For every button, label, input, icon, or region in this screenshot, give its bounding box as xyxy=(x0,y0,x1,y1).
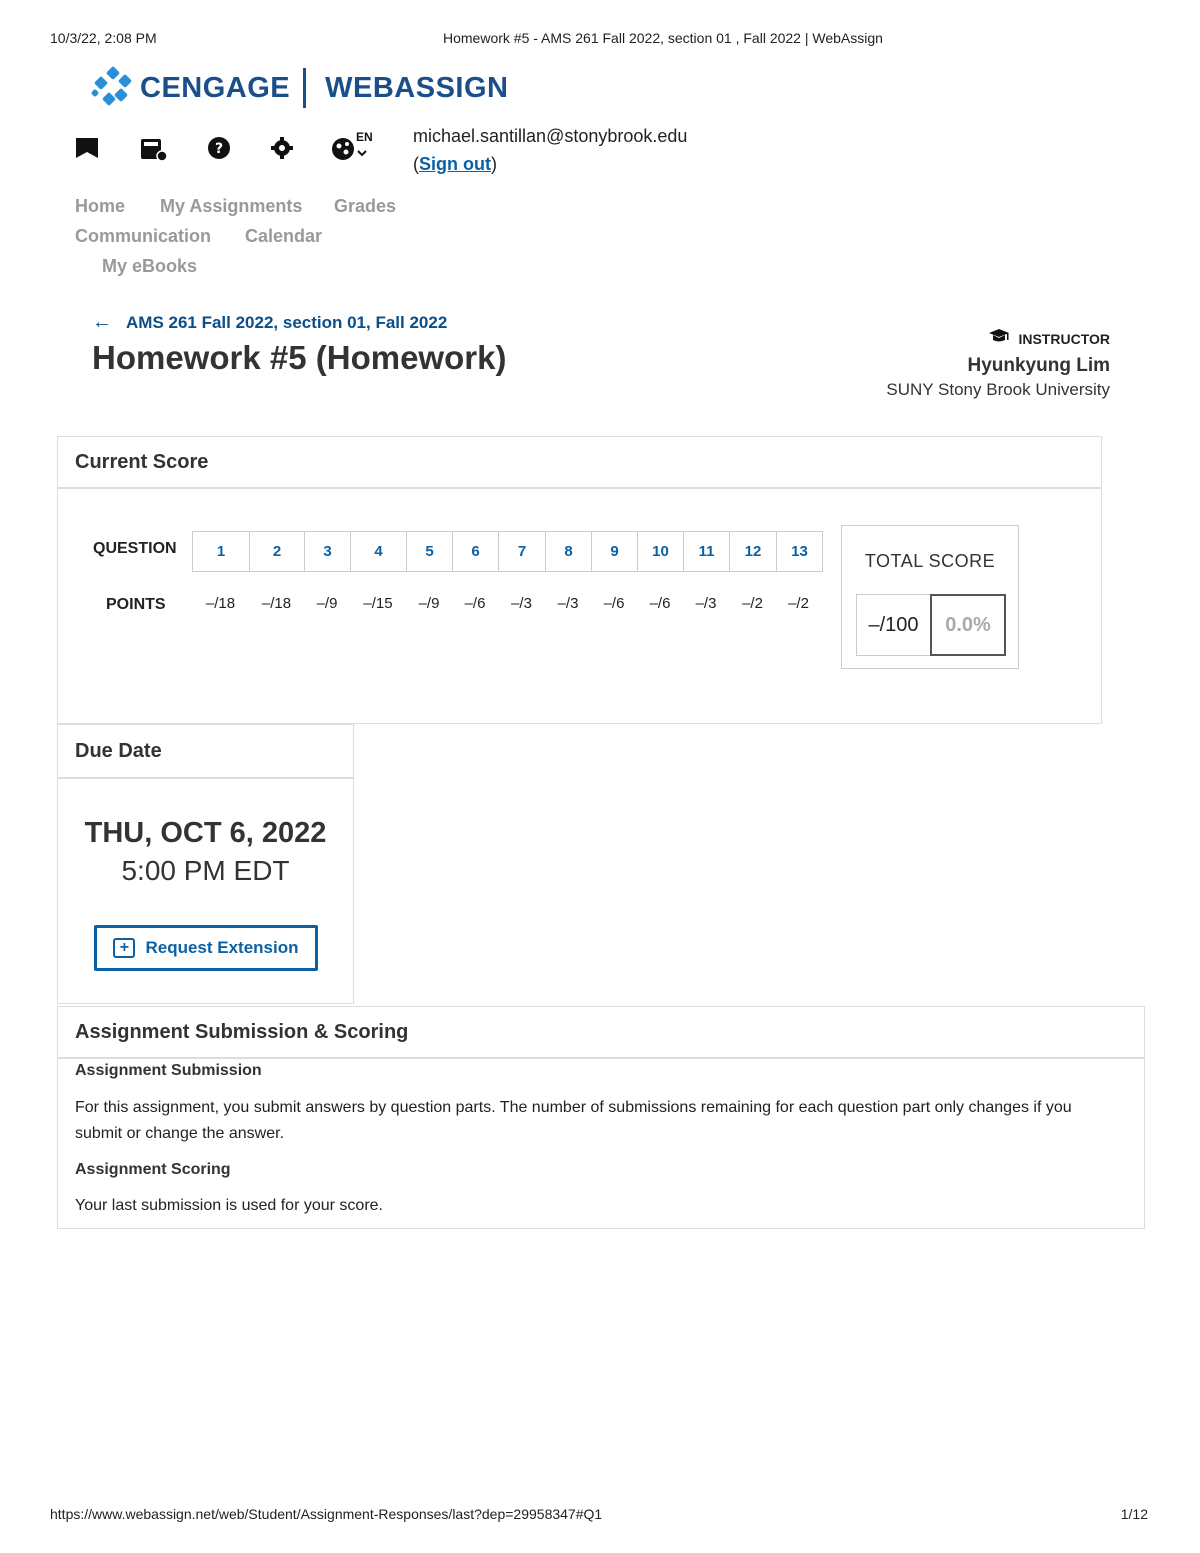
instructor-label: INSTRUCTOR xyxy=(1018,330,1110,347)
question-link[interactable]: 4 xyxy=(351,532,407,571)
question-link[interactable]: 11 xyxy=(684,532,730,571)
nav-my-ebooks[interactable]: My eBooks xyxy=(102,256,198,276)
question-points: –/18 xyxy=(205,595,236,612)
question-navigator xyxy=(192,531,823,572)
question-link[interactable]: 10 xyxy=(638,532,684,571)
course-name: AMS 261 Fall 2022, section 01, Fall 2022 xyxy=(126,312,448,332)
due-date-panel xyxy=(57,724,354,1004)
user-email: michael.santillan@stonybrook.edu xyxy=(413,126,688,146)
page-title: Homework #5 (Homework) xyxy=(92,339,507,376)
question-points: –/2 xyxy=(742,595,763,612)
question-points: –/6 xyxy=(603,595,625,612)
total-score-box xyxy=(841,525,1019,669)
due-date-value: THU, OCT 6, 2022 xyxy=(84,817,327,849)
help-icon[interactable] xyxy=(206,136,232,162)
calculator-icon[interactable] xyxy=(140,136,166,162)
submission-scoring-panel xyxy=(57,1006,1145,1229)
instructor-university: SUNY Stony Brook University xyxy=(886,380,1110,399)
question-points: –/3 xyxy=(557,595,579,612)
signout-wrapper: (Sign out) xyxy=(413,154,497,174)
submission-scoring-heading: Assignment Submission & Scoring xyxy=(58,1007,1144,1059)
question-link[interactable]: 6 xyxy=(453,532,499,571)
question-link[interactable]: 2 xyxy=(250,532,305,571)
question-link[interactable]: 5 xyxy=(407,532,453,571)
brand-divider xyxy=(303,68,306,108)
points-row xyxy=(192,595,821,612)
question-link[interactable]: 13 xyxy=(791,543,808,560)
question-points: –/9 xyxy=(418,595,440,612)
total-score-points: –/100 xyxy=(856,594,931,656)
nav-my-assignments[interactable]: My Assignments xyxy=(160,196,303,216)
submission-title: Assignment Submission xyxy=(75,1062,262,1079)
question-link[interactable]: 1 xyxy=(193,532,250,571)
arrow-left-icon: ← xyxy=(92,311,112,333)
print-datetime: 10/3/22, 2:08 PM xyxy=(50,30,157,46)
question-link[interactable]: 8 xyxy=(546,532,592,571)
scoring-text: Your last submission is used for your score. xyxy=(75,1197,383,1214)
question-points: –/2 xyxy=(788,595,809,612)
print-page-number: 1/12 xyxy=(1120,1506,1148,1522)
request-extension-label: Request Extension xyxy=(145,938,299,957)
print-url: https://www.webassign.net/web/Student/Assignment-Responses/last?dep=29958347#Q1 xyxy=(50,1506,603,1522)
nav-communication[interactable]: Communication xyxy=(75,226,212,246)
question-points: –/15 xyxy=(363,595,393,612)
nav-calendar[interactable]: Calendar xyxy=(245,226,323,246)
current-score-heading: Current Score xyxy=(58,437,1101,489)
brand-webassign: WEBASSIGN xyxy=(325,71,509,104)
question-points: –/6 xyxy=(649,595,671,612)
total-score-label: TOTAL SCORE xyxy=(864,551,996,571)
question-points: –/3 xyxy=(511,595,532,612)
question-link[interactable]: 9 xyxy=(592,532,638,571)
language-code: EN xyxy=(356,130,373,144)
question-link[interactable]: 12 xyxy=(730,532,777,571)
points-row-label: POINTS xyxy=(106,596,166,613)
svg-text:?: ? xyxy=(214,141,224,157)
instructor-label-row xyxy=(886,328,1110,349)
calendar-plus-icon: + xyxy=(113,938,135,958)
flag-icon[interactable] xyxy=(74,136,100,162)
scoring-title: Assignment Scoring xyxy=(75,1161,231,1178)
question-points: –/18 xyxy=(261,595,292,612)
back-to-course-link[interactable] xyxy=(92,311,447,334)
signout-link[interactable]: Sign out xyxy=(419,154,491,174)
instructor-info xyxy=(886,328,1110,400)
print-page-title: Homework #5 - AMS 261 Fall 2022, section 01 , Fall 2022 | WebAssign xyxy=(443,30,883,46)
brand-cengage: CENGAGE xyxy=(140,71,291,104)
cengage-logo-icon xyxy=(90,66,134,110)
question-link[interactable]: 3 xyxy=(305,532,351,571)
question-points: –/3 xyxy=(695,595,717,612)
nav-grades[interactable]: Grades xyxy=(334,196,397,216)
submission-text: For this assignment, you submit answers by question parts. The number of submissions remaining for each question part only changes if you submit or change the answer. xyxy=(75,1099,1072,1142)
question-link[interactable]: 7 xyxy=(499,532,546,571)
question-row-label: QUESTION xyxy=(93,540,177,557)
due-time-value: 5:00 PM EDT xyxy=(121,855,290,886)
instructor-name: Hyunkyung Lim xyxy=(967,355,1110,376)
language-selector[interactable] xyxy=(331,130,379,162)
cengage-webassign-logo[interactable] xyxy=(90,66,508,110)
question-points: –/9 xyxy=(316,595,338,612)
current-score-panel xyxy=(57,436,1102,724)
total-score-percent: 0.0% xyxy=(930,594,1006,656)
graduation-cap-icon xyxy=(988,328,1010,349)
request-extension-button[interactable] xyxy=(94,925,318,971)
settings-icon[interactable] xyxy=(269,136,295,162)
due-date-heading: Due Date xyxy=(58,725,353,779)
nav-home[interactable]: Home xyxy=(75,196,126,216)
question-points: –/6 xyxy=(464,595,486,612)
